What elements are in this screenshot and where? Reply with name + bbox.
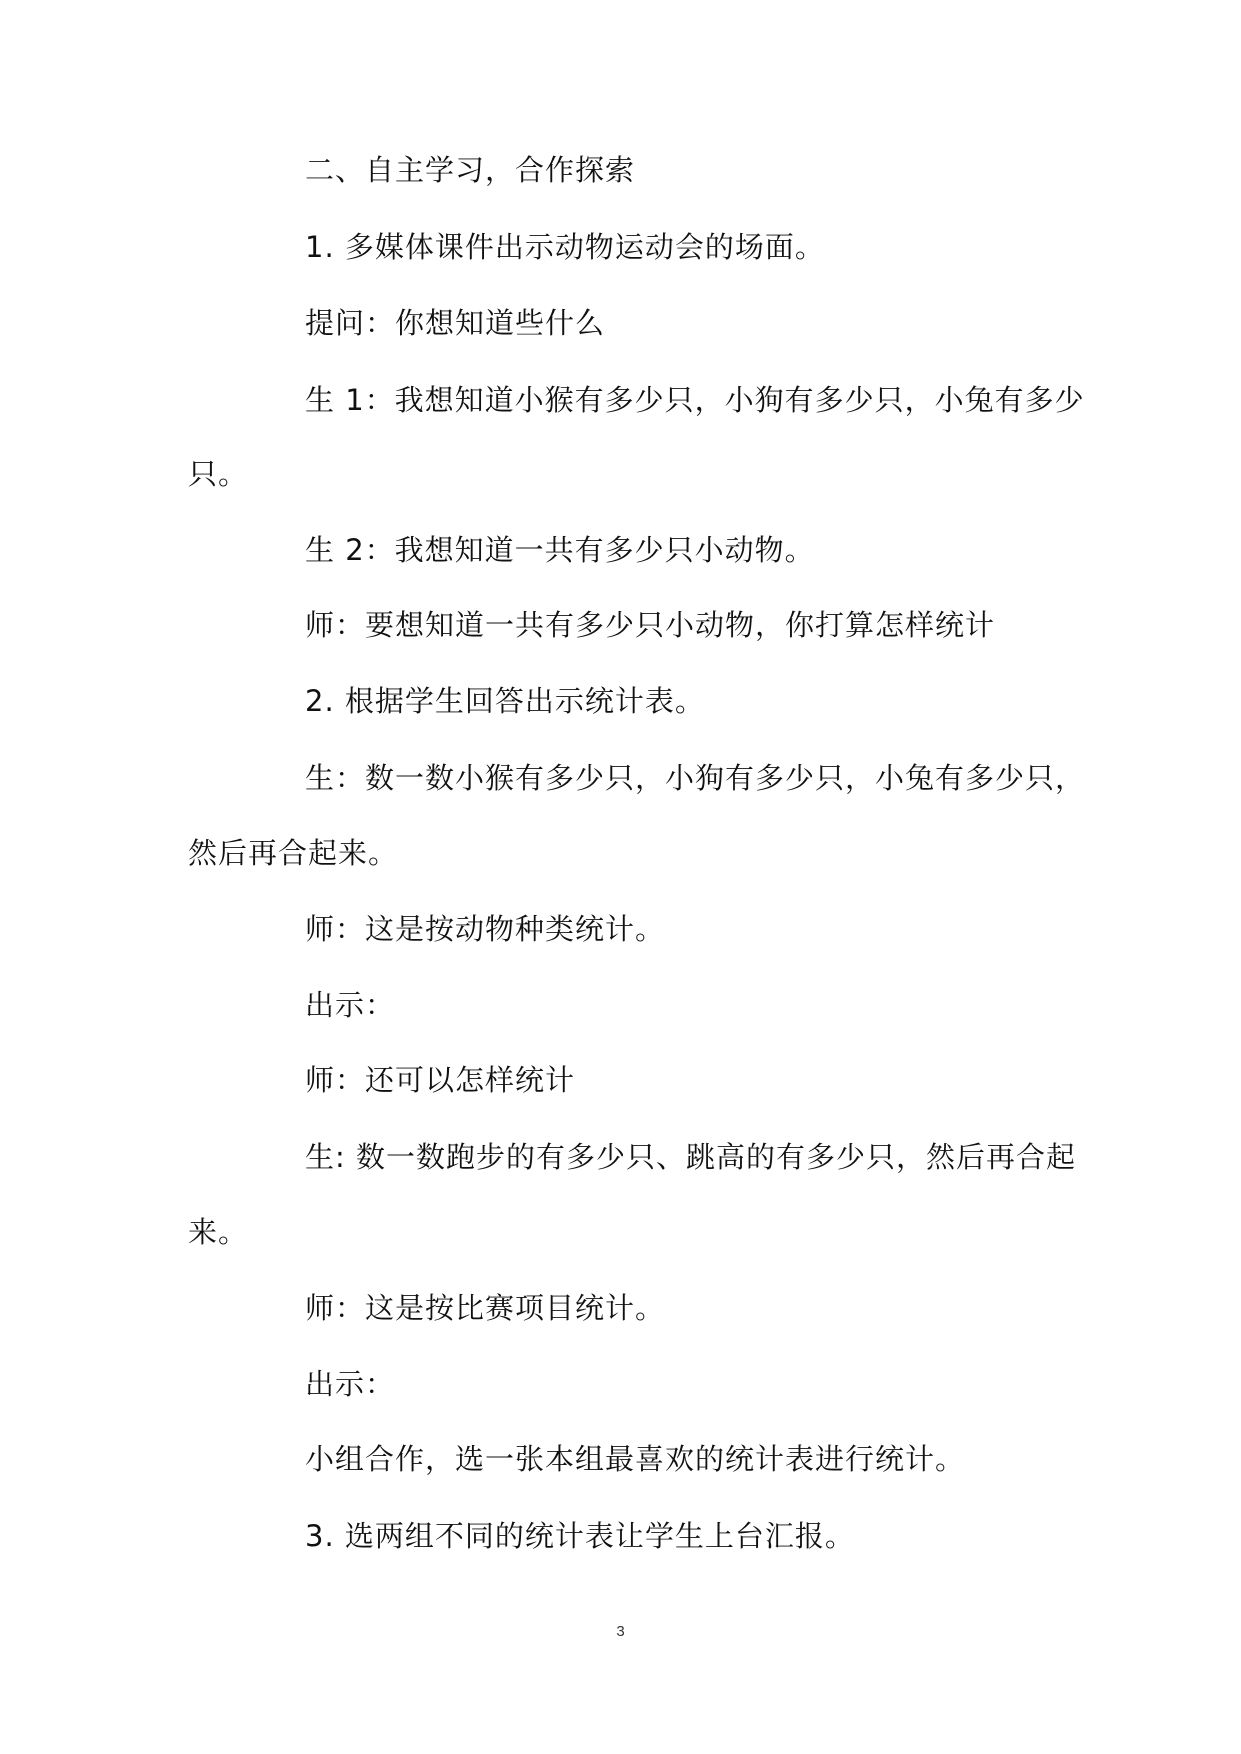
paragraph-line: 生 1：我想知道小猴有多少只，小狗有多少只，小兔有多少 — [305, 383, 1085, 417]
paragraph-line: 师：这是按动物种类统计。 — [305, 912, 666, 946]
paragraph-line: 只。 — [188, 457, 249, 491]
paragraph-line: 1. 多媒体课件出示动物运动会的场面。 — [305, 230, 825, 264]
paragraph-line: 然后再合起来。 — [188, 836, 399, 870]
paragraph-line: 生: 数一数跑步的有多少只、跳高的有多少只，然后再合起 — [305, 1140, 1076, 1174]
paragraph-line: 2. 根据学生回答出示统计表。 — [305, 684, 705, 718]
paragraph-line: 小组合作，选一张本组最喜欢的统计表进行统计。 — [305, 1442, 966, 1476]
paragraph-line: 出示： — [305, 1367, 396, 1401]
section-heading: 二、自主学习，合作探索 — [305, 153, 636, 187]
paragraph-line: 师：要想知道一共有多少只小动物，你打算怎样统计 — [305, 608, 996, 642]
paragraph-line: 师：这是按比赛项目统计。 — [305, 1291, 666, 1325]
paragraph-line: 师：还可以怎样统计 — [305, 1063, 576, 1097]
paragraph-line: 生 2：我想知道一共有多少只小动物。 — [305, 533, 815, 567]
paragraph-line: 生：数一数小猴有多少只，小狗有多少只，小兔有多少只， — [305, 761, 1086, 795]
paragraph-line: 提问：你想知道些什么 — [305, 306, 606, 340]
paragraph-line: 3. 选两组不同的统计表让学生上台汇报。 — [305, 1519, 855, 1553]
page-number: 3 — [616, 1623, 625, 1640]
paragraph-line: 出示： — [305, 988, 396, 1022]
paragraph-line: 来。 — [188, 1215, 249, 1249]
